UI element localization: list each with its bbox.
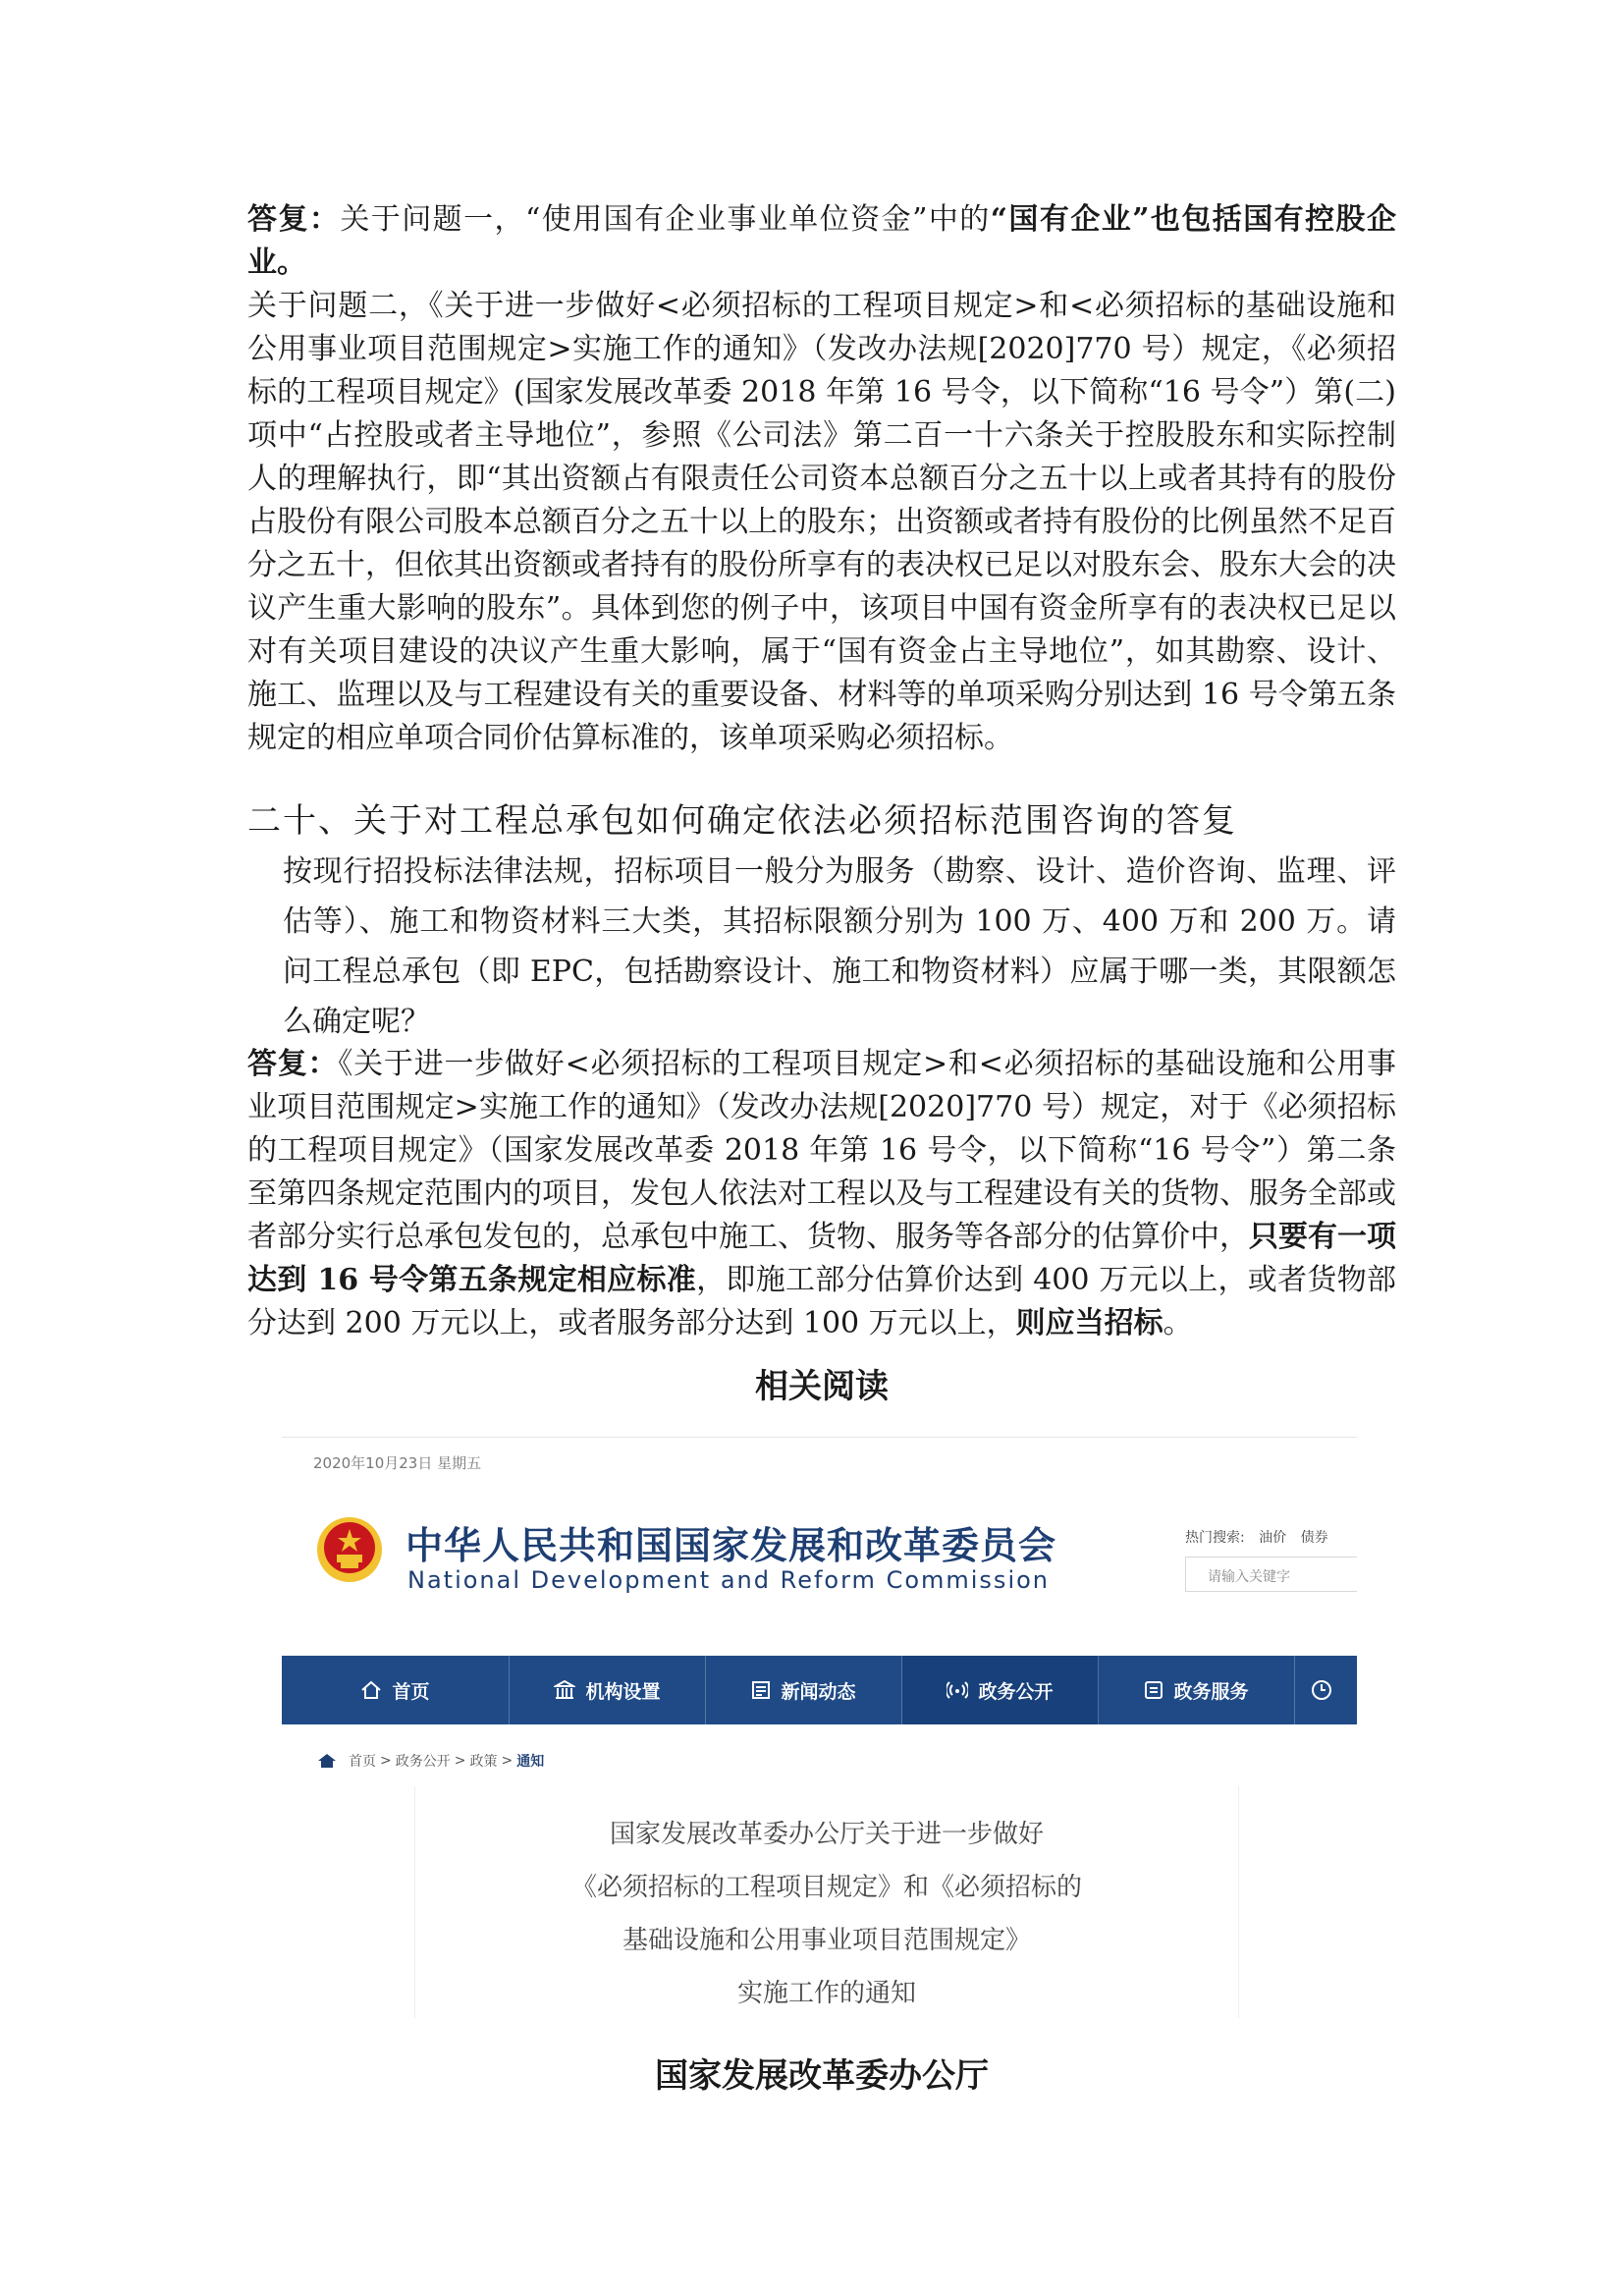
section-twenty-heading: 二十、关于对工程总承包如何确定依法必须招标范围咨询的答复: [247, 801, 1237, 841]
nav-item-label: 政务公开: [978, 1680, 1054, 1703]
question-text: 按现行招投标法律法规，招标项目一般分为服务（勘察、设计、造价咨询、监理、评估等）、施工和物资材料三大类，其招标限额分别为 100 万、400 万和 200 万。请问工程总承包（即 EPC，包括勘察设计、施工和物资材料）应属于哪一类，其限额怎么确定呢？: [283, 854, 1396, 1039]
answer-label: 答复：: [247, 1047, 339, 1081]
article-title-line: 实施工作的通知: [736, 1979, 916, 2008]
nav-item-label: 首页: [392, 1680, 430, 1703]
section-twenty-answer: [247, 1043, 1396, 1345]
date-text: 2020年10月23日 星期五: [313, 1454, 482, 1472]
hot-search-term[interactable]: 债券: [1300, 1530, 1328, 1546]
breadcrumb-gov-affairs[interactable]: 政务公开: [395, 1754, 451, 1770]
nav-item-news[interactable]: [706, 1656, 902, 1724]
home-icon: [360, 1680, 382, 1700]
answer-label: 答复：: [247, 202, 341, 237]
hot-search: [1185, 1527, 1338, 1547]
breadcrumb-policy[interactable]: 政策: [469, 1754, 498, 1770]
broadcast-icon: [947, 1680, 968, 1700]
breadcrumb-separator: >: [501, 1753, 514, 1769]
office-title: 国家发展改革委办公厅: [655, 2056, 989, 2096]
answer-question-two-paragraph: 关于问题二，《关于进一步做好<必须招标的工程项目规定>和<必须招标的基础设施和公用事业项目范围规定>实施工作的通知》（发改办法规[2020]770 号）规定，《必须招标的工程项目规定》(国家发展改革委 2018 年第 16 号令，以下简称“16 号令”）第(二)项中“占控股或者主导地位”，参照《公司法》第二百一十六条关于控股股东和实际控制人的理解执行，即“其出资额占有限责任公司资本总额百分之五十以上或者其持有的股份占股份有限公司股本总额百分之五十以上的股东；出资额或者持有股份的比例虽然不足百分之五十，但依其出资额或者持有的股份所享有的表决权已足以对股东会、股东大会的决议产生重大影响的股东”。具体到您的例子中，该项目中国有资金所享有的表决权已足以对有关项目建设的决议产生重大影响，属于“国有资金占主导地位”，如其勘察、设计、施工、监理以及与工程建设有关的重要设备、材料等的单项采购分别达到 16 号令第五条规定的相应单项合同价估算标准的，该单项采购必须招标。: [247, 289, 1396, 755]
answer-one-paragraph: [247, 198, 1396, 285]
breadcrumb-current: 通知: [516, 1754, 545, 1770]
nav-item-gov-affairs[interactable]: [902, 1656, 1099, 1724]
article-title-line: 《必须招标的工程项目规定》和《必须招标的: [570, 1873, 1082, 1902]
org-name-chinese: 中华人民共和国国家发展和改革委员会: [406, 1524, 1057, 1567]
nav-item-label: 新闻动态: [781, 1680, 856, 1703]
section-twenty-question: [283, 847, 1396, 1047]
service-icon: [1144, 1680, 1163, 1700]
answer-text-end: 。: [1163, 1306, 1193, 1340]
national-emblem-icon: [315, 1515, 384, 1584]
clock-icon: [1311, 1679, 1332, 1701]
nav-item-more[interactable]: [1295, 1656, 1357, 1724]
hot-search-term[interactable]: 油价: [1259, 1530, 1287, 1546]
hot-search-label: 热门搜索:: [1185, 1530, 1245, 1546]
answer-one-bold-text: “国有企业”也包括国有控股企业。: [247, 202, 1396, 280]
article-title-block: [414, 1786, 1239, 2018]
org-name-english: National Development and Reform Commission: [407, 1566, 1050, 1594]
breadcrumb-separator: >: [380, 1753, 392, 1769]
home-icon: [317, 1753, 337, 1769]
nav-item-label: 政务服务: [1173, 1680, 1249, 1703]
answer-text-a: 《关于进一步做好<必须招标的工程项目规定>和<必须招标的基础设施和公用事业项目范围规定>实施工作的通知》（发改办法规[2020]770 号）规定，对于《必须招标的工程项目规定》（国家发展改革委 2018 年第 16 号令，以下简称“16 号令”）第二条至第四条规定范围内的项目，发包人依法对工程以及与工程建设有关的货物、服务全部或者部分实行总承包发包的，总承包中施工、货物、服务等各部分的估算价中，: [247, 1047, 1396, 1254]
nav-item-home[interactable]: [282, 1656, 510, 1724]
nav-item-organization[interactable]: [510, 1656, 706, 1724]
news-icon: [751, 1680, 771, 1700]
article-title-line: 基础设施和公用事业项目范围规定》: [622, 1926, 1031, 1955]
nav-item-gov-services[interactable]: [1099, 1656, 1295, 1724]
nav-item-label: 机构设置: [585, 1680, 661, 1703]
building-icon: [554, 1680, 575, 1700]
article-title-line: 国家发展改革委办公厅关于进一步做好: [609, 1820, 1044, 1849]
search-input[interactable]: 请输入关键字: [1185, 1557, 1357, 1592]
answer-text-b: ，即施工部分估算价达到 400 万元以上，或者货物部分达到 200 万元以上，或者服务部分达到 100 万元以上，: [247, 1263, 1396, 1340]
breadcrumb-home[interactable]: 首页: [349, 1754, 376, 1770]
answer-bold-text-1: 只要有一项达到 16 号令第五条规定相应标准: [247, 1220, 1396, 1297]
answer-one-text: 关于问题一，“使用国有企业事业单位资金”中的: [340, 202, 991, 237]
breadcrumb: [317, 1751, 544, 1771]
related-reading-title: 相关阅读: [755, 1367, 889, 1406]
divider: [282, 1437, 1357, 1438]
breadcrumb-separator: >: [454, 1753, 466, 1769]
main-nav: [282, 1656, 1357, 1724]
answer-bold-text-2: 则应当招标: [1015, 1306, 1163, 1340]
embedded-website-screenshot: [282, 1437, 1357, 2018]
